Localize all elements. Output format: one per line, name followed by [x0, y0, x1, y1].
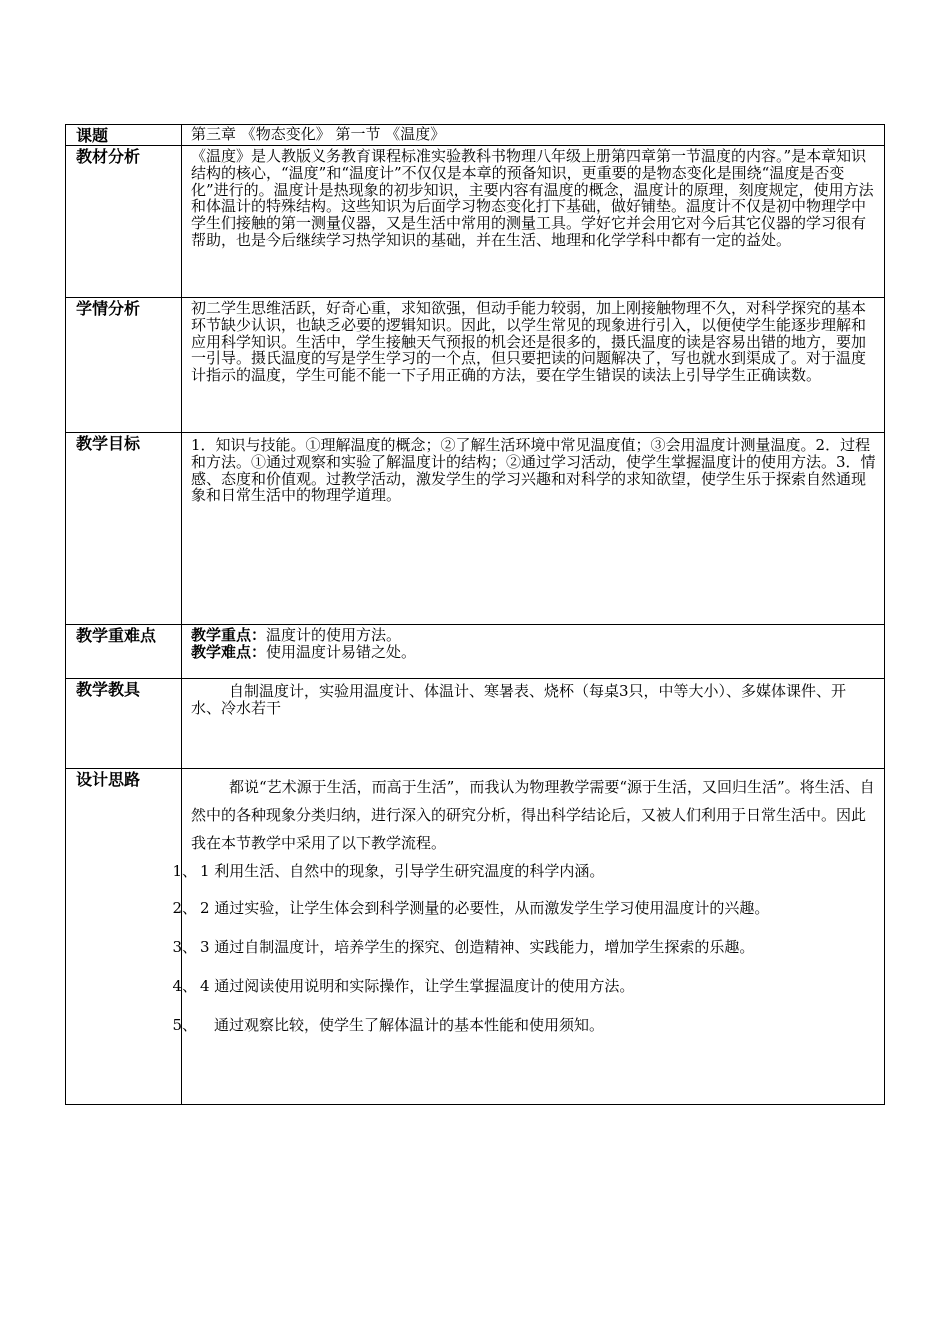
tools-text: 自制温度计，实验用温度计、体温计、寒暑表、烧杯（每桌3只，中等大小）、多媒体课件、开水、冷水若干 — [182, 679, 885, 769]
label-goals: 教学目标 — [66, 433, 182, 625]
label-students: 学情分析 — [66, 298, 182, 433]
design-step-4 — [172, 971, 876, 1002]
row-material — [66, 146, 885, 298]
keypoints-cell — [182, 625, 885, 679]
row-tools — [66, 679, 885, 769]
material-text: 《温度》是人教版义务教育课程标准实验教科书物理八年级上册第四章第一节温度的内容。”是本章知识结构的核心，“温度”和“温度计”不仅仅是本章的预备知识，更重要的是物态变化是围绕“温度是否变化”进行的。温度计是热现象的初步知识，主要内容有温度的概念，温度计的原理，刻度规定，使用方法和体温计的特殊结构。这些知识为后面学习物态变化打下基础，做好铺垫。温度计不仅是初中物理学中学生们接触的第一测量仪器，又是生活中常用的测量工具。学好它并会用它对今后其它仪器的学习很有帮助，也是今后继续学习热学知识的基础，并在生活、地理和化学学科中都有一定的益处。 — [182, 146, 885, 298]
step-text: 4 通过阅读使用说明和实际操作，让学生掌握温度计的使用方法。 — [200, 977, 635, 995]
key-focus-label: 教学重点： — [191, 626, 267, 644]
label-tools: 教学教具 — [66, 679, 182, 769]
key-focus-text: 温度计的使用方法。 — [266, 626, 402, 644]
design-intro: 都说“艺术源于生活，而高于生活”，而我认为物理教学需要“源于生活，又回归生活”。将生活、自然中的各种现象分类归纳，进行深入的研究分析，得出科学结论后，又被人们利用于日常生活中。因此我在本节教学中采用了以下教学流程。 — [191, 778, 875, 852]
step-number: 4、 — [172, 977, 197, 995]
key-difficulty-text: 使用温度计易错之处。 — [266, 642, 417, 661]
row-goals — [66, 433, 885, 625]
design-cell — [172, 769, 885, 1105]
goals-text: 1．知识与技能。①理解温度的概念；②了解生活环境中常见温度值；③会用温度计测量温度。2．过程和方法。①通过观察和实验了解温度计的结构；②通过学习活动，使学生掌握温度计的使用方法。3．情感、态度和价值观。过教学活动，激发学生的学习兴趣和对科学的求知欲望，使学生乐于探索自然通现象和日常生活中的物理学道理。 — [182, 433, 885, 625]
key-difficulty-label: 教学难点： — [191, 642, 267, 661]
key-difficulty — [191, 644, 876, 661]
label-design: 设计思路 — [66, 769, 182, 1105]
row-design — [66, 769, 885, 1105]
label-keypoints: 教学重难点 — [66, 625, 182, 679]
step-number: 5、 — [172, 1016, 197, 1034]
design-step-2 — [172, 893, 876, 924]
label-topic: 课题 — [66, 125, 182, 146]
students-text: 初二学生思维活跃，好奇心重，求知欲强，但动手能力较弱，加上刚接触物理不久，对科学探究的基本环节缺少认识，也缺乏必要的逻辑知识。因此，以学生常见的现象进行引入，以便使学生能逐步理解和应用科学知识。生活中，学生接触天气预报的机会还是很多的，摄氏温度的读是容易出错的地方，要加一引导。摄氏温度的写是学生学习的一个点，但只要把读的问题解决了，写也就水到渠成了。对于温度计指示的温度，学生可能不能一下子用正确的方法，要在学生错误的读法上引导学生正确读数。 — [182, 298, 885, 433]
design-step-3 — [172, 932, 876, 963]
step-number: 1、 — [172, 862, 197, 880]
design-step-5 — [172, 1010, 876, 1041]
step-number: 3、 — [172, 938, 197, 956]
lesson-plan-table — [65, 124, 885, 1105]
key-focus — [191, 627, 876, 644]
step-text: 通过观察比较，使学生了解体温计的基本性能和使用须知。 — [214, 1016, 605, 1034]
step-text: 1 利用生活、自然中的现象，引导学生研究温度的科学内涵。 — [200, 862, 605, 880]
step-number: 2、 — [172, 899, 197, 917]
design-step-1 — [172, 857, 876, 885]
label-material: 教材分析 — [66, 146, 182, 298]
step-text: 3 通过自制温度计，培养学生的探究、创造精神、实践能力，增加学生探索的乐趣。 — [200, 938, 755, 956]
row-students — [66, 298, 885, 433]
row-topic — [66, 125, 885, 146]
step-text: 2 通过实验，让学生体会到科学测量的必要性，从而激发学生学习使用温度计的兴趣。 — [200, 899, 770, 917]
row-keypoints — [66, 625, 885, 679]
topic-text: 第三章 《物态变化》 第一节 《温度》 — [182, 125, 885, 146]
